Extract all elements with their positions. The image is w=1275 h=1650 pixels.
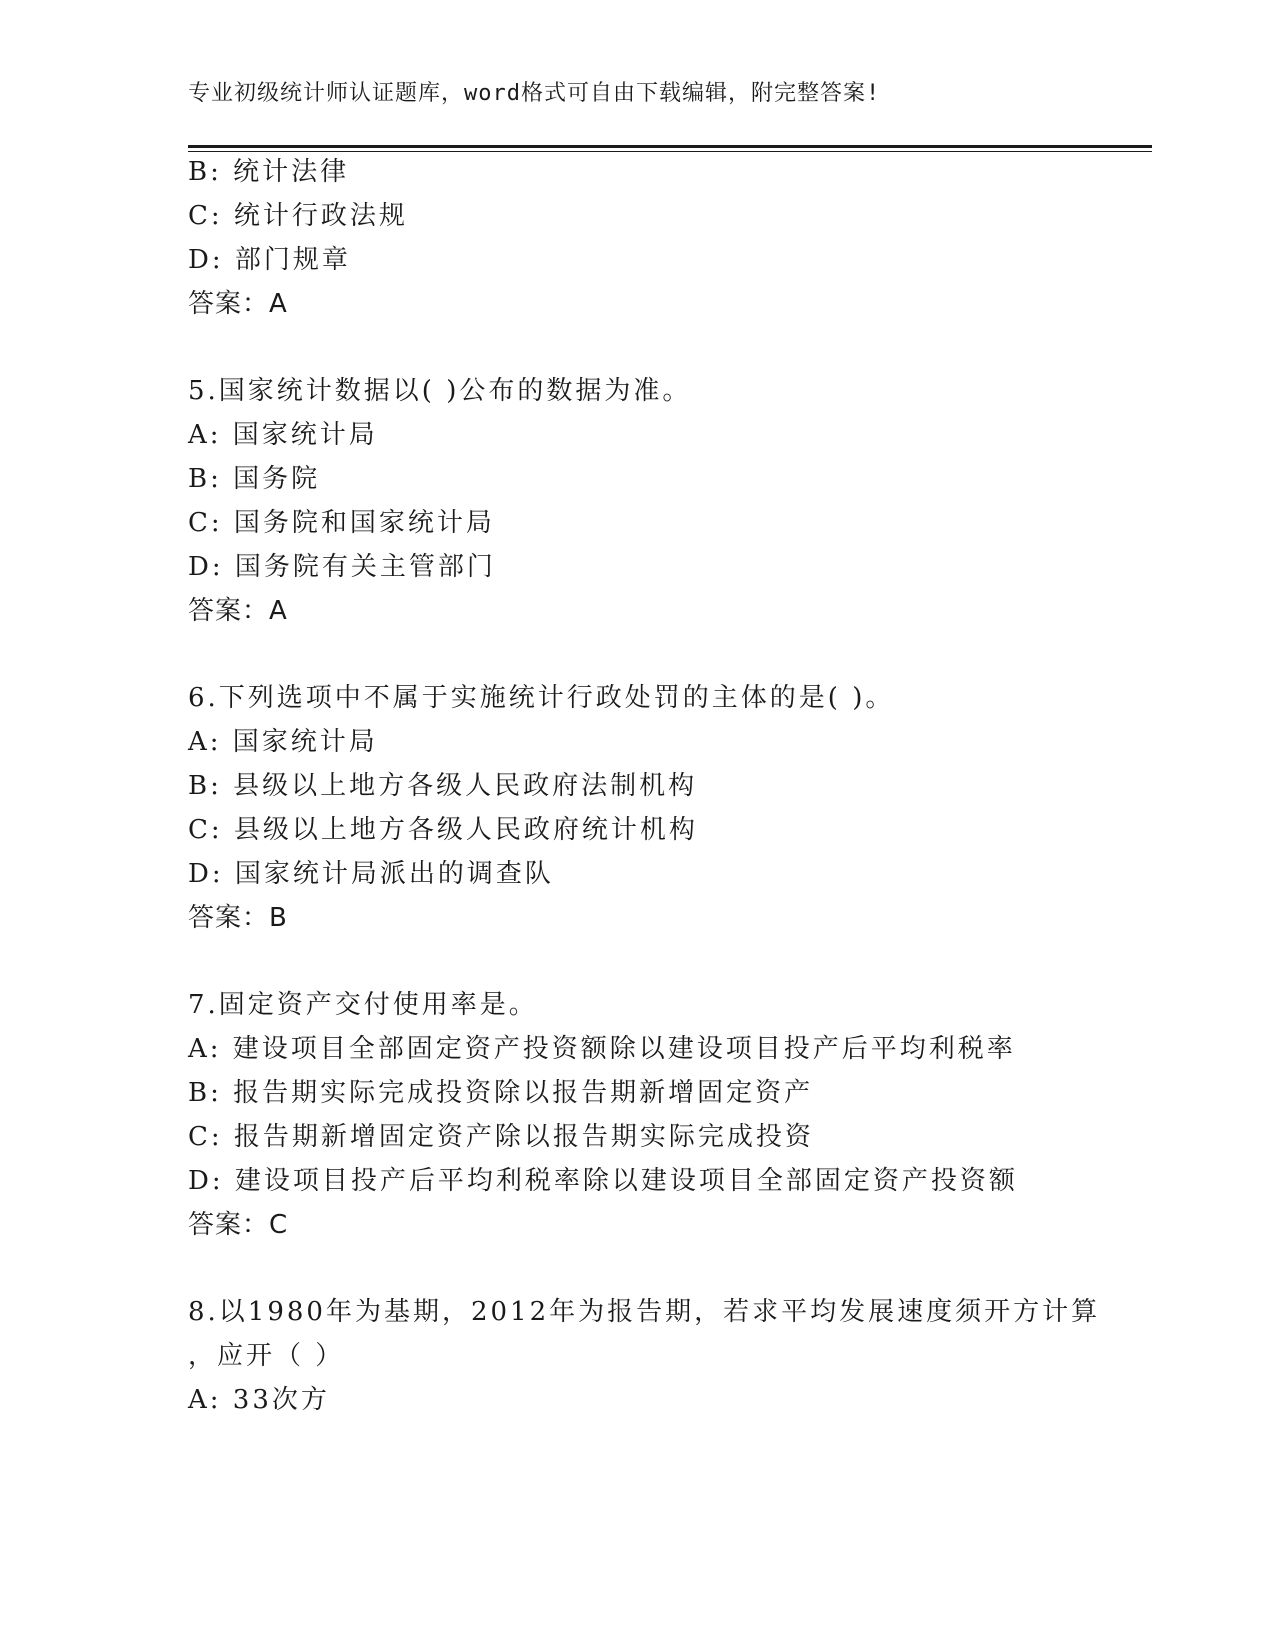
answer: 答案：C xyxy=(188,1210,289,1240)
answer: 答案：B xyxy=(188,903,288,933)
option-d: D: 部门规章 xyxy=(188,245,351,275)
option-b: B: 县级以上地方各级人民政府法制机构 xyxy=(188,771,698,801)
option-d: D: 建设项目投产后平均利税率除以建设项目全部固定资产投资额 xyxy=(188,1166,1018,1196)
question-7: 7.固定资产交付使用率是。 xyxy=(188,990,538,1020)
option-d: D: 国务院有关主管部门 xyxy=(188,552,496,582)
option-b: B: 国务院 xyxy=(188,464,321,494)
option-a: A: 国家统计局 xyxy=(188,727,378,757)
option-c: C: 统计行政法规 xyxy=(188,201,408,231)
option-a: A: 33次方 xyxy=(188,1385,330,1415)
answer: 答案：A xyxy=(188,596,288,626)
question-6: 6.下列选项中不属于实施统计行政处罚的主体的是( )。 xyxy=(188,683,895,713)
option-b: B: 统计法律 xyxy=(188,157,350,187)
question-8-continued: ，应开（ ） xyxy=(188,1341,345,1371)
question-5: 5.国家统计数据以( )公布的数据为准。 xyxy=(188,376,692,406)
question-8: 8.以1980年为基期，2012年为报告期，若求平均发展速度须开方计算 xyxy=(188,1297,1101,1327)
header-rule-thick xyxy=(188,145,1152,148)
option-a: A: 国家统计局 xyxy=(188,420,378,450)
header-rule-thin xyxy=(188,151,1152,152)
page-header: 专业初级统计师认证题库，word格式可自由下载编辑，附完整答案! xyxy=(188,81,881,106)
option-a: A: 建设项目全部固定资产投资额除以建设项目投产后平均利税率 xyxy=(188,1034,1016,1064)
option-c: C: 县级以上地方各级人民政府统计机构 xyxy=(188,815,698,845)
option-d: D: 国家统计局派出的调查队 xyxy=(188,859,554,889)
option-c: C: 报告期新增固定资产除以报告期实际完成投资 xyxy=(188,1122,814,1152)
option-b: B: 报告期实际完成投资除以报告期新增固定资产 xyxy=(188,1078,814,1108)
option-c: C: 国务院和国家统计局 xyxy=(188,508,495,538)
answer: 答案：A xyxy=(188,289,288,319)
